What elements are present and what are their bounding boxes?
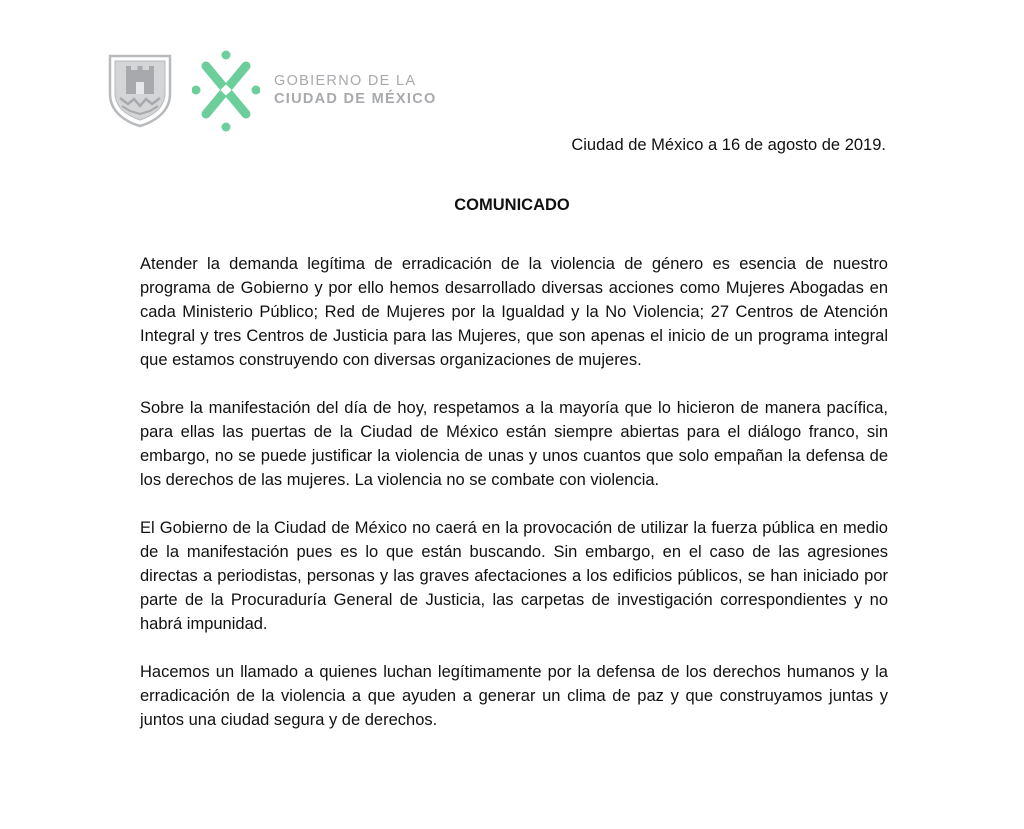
city-coat-of-arms-icon — [108, 54, 172, 128]
paragraph: Atender la demanda legítima de erradicación de la violencia de género es esencia de nuestro programa de Gobierno y por ello hemos desarrollado diversas acciones como Mujeres Abogadas en cada Ministerio Público; Red de Mujeres por la Igualdad y la No Violencia; 27 Centros de Atención Integral y tres Centros de Justicia para las Mujeres, que son apenas el inicio de un programa integral que estamos construyendo con diversas organizaciones de mujeres. — [140, 255, 888, 369]
date-line: Ciudad de México a 16 de agosto de 2019. — [571, 136, 886, 154]
org-name-line2: CIUDAD DE MÉXICO — [274, 91, 437, 107]
government-name — [274, 72, 437, 108]
document-body — [140, 252, 888, 756]
paragraph: El Gobierno de la Ciudad de México no caerá en la provocación de utilizar la fuerza pública en medio de la manifestación pues es lo que están buscando. Sin embargo, en el caso de las agresiones directas a periodistas, personas y las graves afectaciones a los edificios públicos, se han iniciado por parte de la Procuraduría General de Justicia, las carpetas de investigación correspondientes y no habrá impunidad. — [140, 519, 888, 633]
document-title: COMUNICADO — [454, 196, 570, 214]
cdmx-emblem-icon — [192, 50, 260, 132]
org-name-line1: GOBIERNO DE LA — [274, 73, 417, 89]
paragraph: Hacemos un llamado a quienes luchan legítimamente por la defensa de los derechos humanos y la erradicación de la violencia a que ayuden a generar un clima de paz y que construyamos juntas y juntos una ciudad segura y de derechos. — [140, 663, 888, 729]
paragraph: Sobre la manifestación del día de hoy, respetamos a la mayoría que lo hicieron de manera pacífica, para ellas las puertas de la Ciudad de México están siempre abiertas para el diálogo franco, sin embargo, no se puede justificar la violencia de unas y unos cuantos que solo empañan la defensa de los derechos de las mujeres. La violencia no se combate con violencia. — [140, 399, 888, 489]
